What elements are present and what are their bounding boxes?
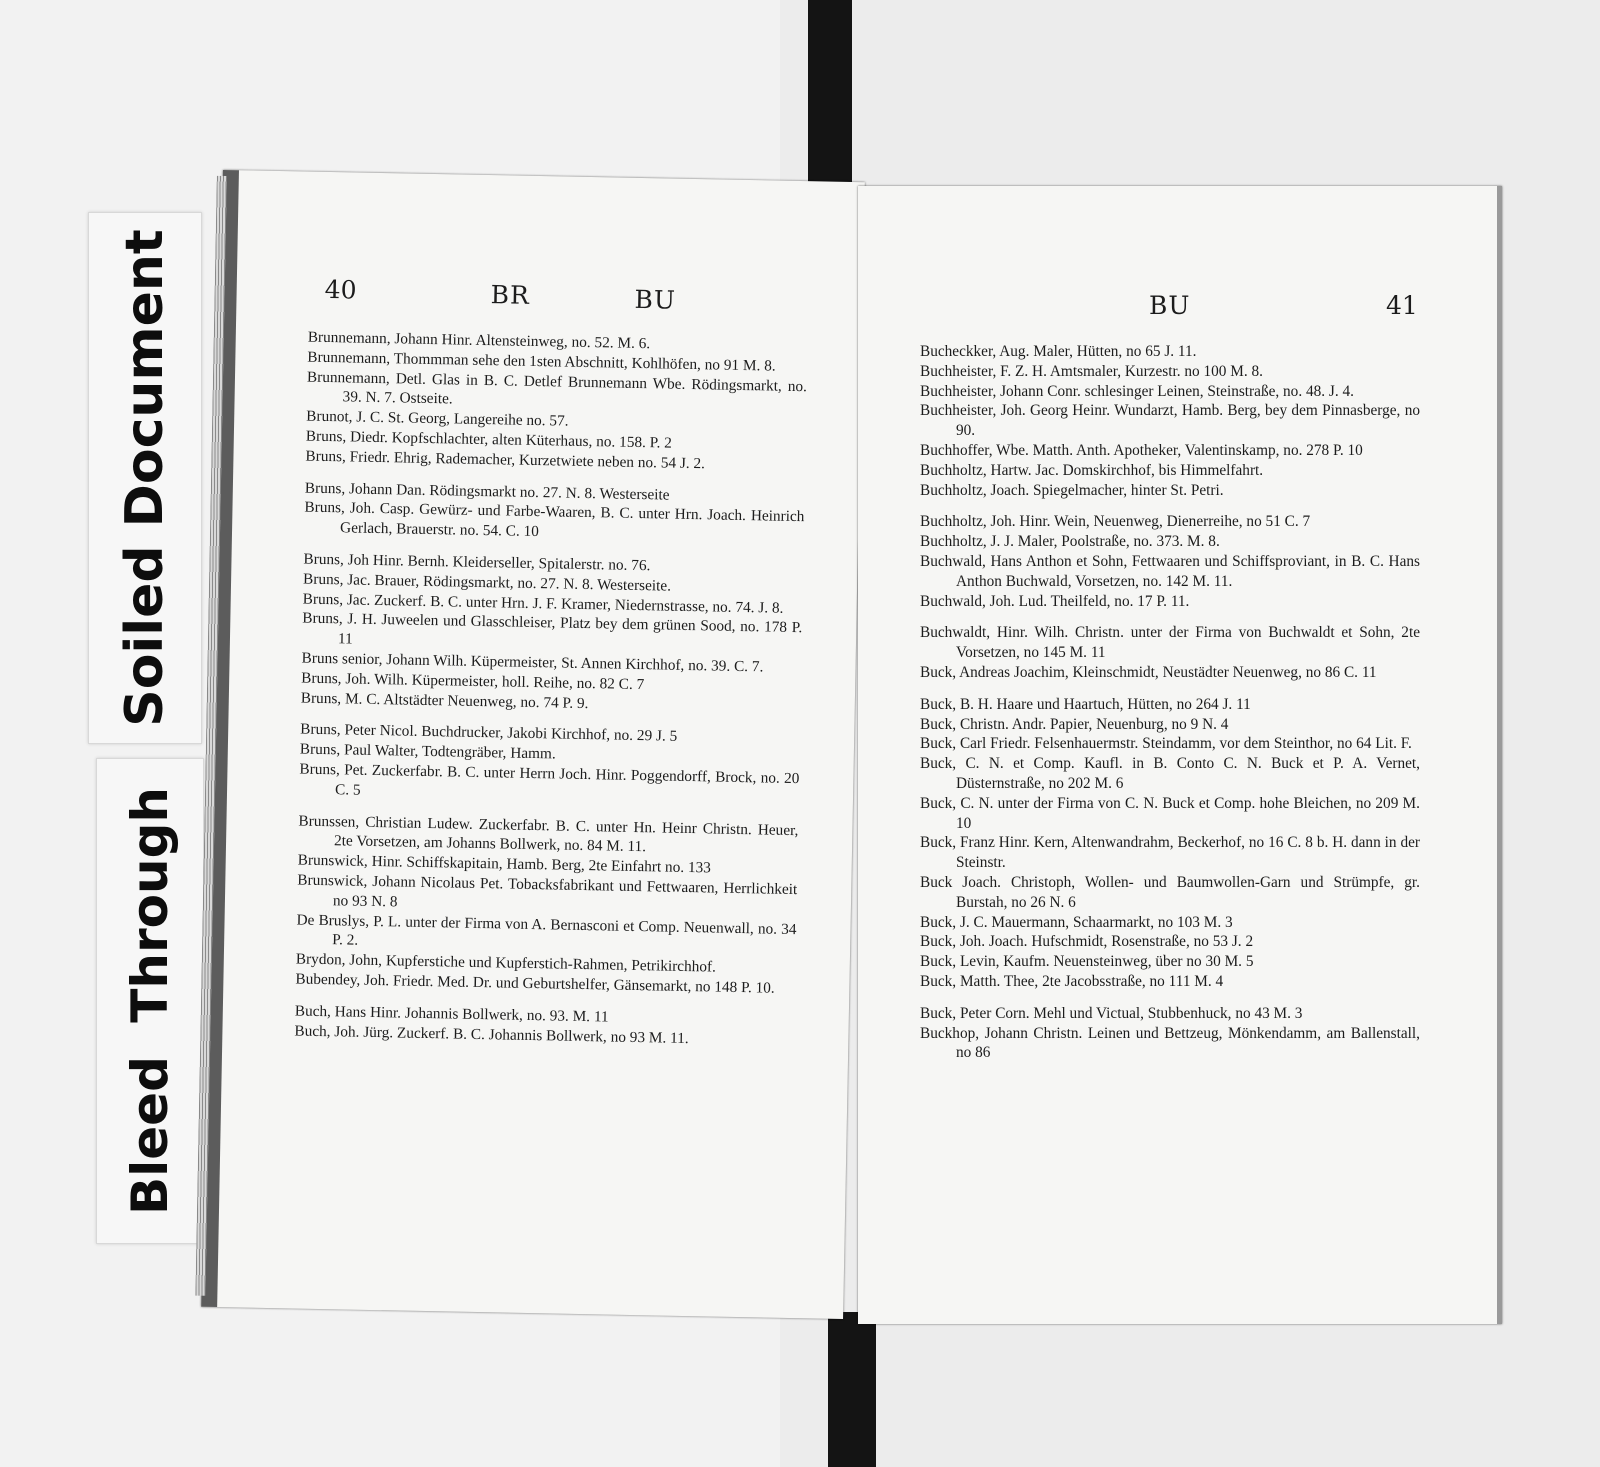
directory-entry: Bruns, M. C. Altstädter Neuenweg, no. 74 P. 9. — [300, 689, 589, 712]
directory-entry: Buck, Peter Corn. Mehl und Victual, Stubbenhuck, no 43 M. 3 — [920, 1004, 1303, 1022]
page-number: 40 — [324, 274, 357, 305]
directory-entry: Buchwaldt, Hinr. Wilh. Christn. unter der Firma von Buchwaldt et Sohn, 2te Vorsetzen, no 145 M. 11 — [920, 624, 1420, 662]
right-page-header — [858, 289, 1497, 329]
directory-entry: Buck, J. C. Mauermann, Schaarmarkt, no 103 M. 3 — [920, 913, 1233, 931]
directory-entry: Buck, C. N. unter der Firma von C. N. Buck et Comp. hohe Bleichen, no 209 M. 10 — [920, 794, 1420, 832]
directory-entry: Bruns senior, Johann Wilh. Küpermeister, St. Annen Kirchhof, no. 39. C. 7. — [301, 649, 764, 676]
directory-entry: Brunssen, Christian Ludew. Zuckerfabr. B. C. unter Hn. Heinr Christn. Heuer, 2te Vorsetzen, am Johanns Bollwerk, no. 84 M. 11. — [298, 812, 799, 856]
running-head-start: BR — [490, 280, 531, 310]
directory-entry: Bruns, Joh. Wilh. Küpermeister, holl. Reihe, no. 82 C. 7 — [301, 669, 645, 693]
page-number: 41 — [1386, 291, 1418, 320]
left-entry-list — [294, 328, 808, 1051]
running-head-end: BU — [634, 284, 677, 315]
directory-entry: Buck, Andreas Joachim, Kleinschmidt, Neustädter Neuenweg, no 86 C. 11 — [920, 663, 1377, 681]
directory-entry: Buck, C. N. et Comp. Kaufl. in B. Conto C. N. Buck et P. A. Vernet, Düsternstraße, no 202 M. 6 — [920, 755, 1420, 792]
directory-entry: Bruns, J. H. Juweelen und Glasschleiser, Platz bey dem grünen Sood, no. 178 P. 11 — [302, 609, 803, 648]
left-page — [201, 170, 865, 1319]
right-page — [858, 186, 1502, 1324]
directory-entry: Brydon, John, Kupferstiche und Kupferstich-Rahmen, Petrikirchhof. — [295, 950, 717, 976]
directory-entry: Buck, B. H. Haare und Haartuch, Hütten, no 264 J. 11 — [920, 695, 1251, 713]
running-head: BU — [1149, 291, 1191, 320]
soiled-document-label — [88, 212, 202, 744]
right-entry-list — [920, 342, 1420, 1063]
directory-entry: Buck, Christn. Andr. Papier, Neuenburg, no 9 N. 4 — [920, 715, 1229, 733]
directory-entry: Buck, Carl Friedr. Felsenhauermstr. Steindamm, vor dem Steinthor, no 64 Lit. F. — [920, 735, 1412, 753]
bleed-through-text: Bleed Through — [121, 787, 179, 1215]
bleed-through-label — [96, 758, 204, 1244]
directory-entry: Buck Joach. Christoph, Wollen- und Baumwollen-Garn und Strümpfe, gr. Burstah, no 26 N. 6 — [920, 873, 1420, 911]
directory-entry: Buck, Levin, Kaufm. Neuensteinweg, über no 30 M. 5 — [920, 953, 1254, 971]
directory-entry: Bruns, Diedr. Kopfschlachter, alten Küterhaus, no. 158. P. 2 — [305, 427, 673, 452]
directory-entry: Bruns, Jac. Brauer, Rödingsmarkt, no. 27. N. 8. Westerseite. — [302, 570, 672, 595]
directory-entry: Brunswick, Hinr. Schiffskapitain, Hamb. Berg, 2te Einfahrt no. 133 — [297, 851, 712, 877]
binding-shadow-top — [808, 0, 852, 192]
directory-entry: Bucheckker, Aug. Maler, Hütten, no 65 J. 11. — [920, 343, 1197, 360]
directory-entry: Bruns, Jac. Zuckerf. B. C. unter Hrn. J. F. Kramer, Niedernstrasse, no. 74. J. 8. — [302, 590, 784, 617]
directory-entry: Bubendey, Joh. Friedr. Med. Dr. und Geburtshelfer, Gänsemarkt, no 148 P. 10. — [295, 970, 775, 997]
directory-entry: Brunnemann, Thommman sehe den 1sten Abschnitt, Kohlhöfen, no 91 M. 8. — [307, 348, 776, 375]
directory-entry: Buchhoffer, Wbe. Matth. Anth. Apotheker, Valentinskamp, no. 278 P. 10 — [920, 441, 1363, 459]
directory-entry: Buck, Franz Hinr. Kern, Altenwandrahm, Beckerhof, no 16 C. 8 b. H. dann in der Steinstr. — [920, 834, 1420, 872]
directory-entry: Buchholtz, Hartw. Jac. Domskirchhof, bis Himmelfahrt. — [920, 461, 1264, 479]
directory-entry: Buch, Hans Hinr. Johannis Bollwerk, no. 93. M. 11 — [294, 1002, 609, 1026]
directory-entry: Buckhop, Johann Christn. Leinen und Bettzeug, Mönkendamm, am Ballenstall, no 86 — [920, 1024, 1420, 1062]
directory-entry: Buchheister, F. Z. H. Amtsmaler, Kurzestr. no 100 M. 8. — [920, 362, 1263, 380]
left-page-header — [236, 273, 863, 325]
directory-entry: Buchwald, Hans Anthon et Sohn, Fettwaaren und Schiffsproviant, in B. C. Hans Anthon Buchwald, Vorsetzen, no. 142 M. 11. — [920, 552, 1420, 590]
directory-entry: Bruns, Paul Walter, Todtengräber, Hamm. — [299, 740, 556, 763]
directory-entry: Bruns, Friedr. Ehrig, Rademacher, Kurzetwiete neben no. 54 J. 2. — [305, 447, 706, 473]
directory-entry: Bruns, Peter Nicol. Buchdrucker, Jakobi Kirchhof, no. 29 J. 5 — [300, 720, 678, 746]
directory-entry: De Bruslys, P. L. unter der Firma von A. Bernasconi et Comp. Neuenwall, no. 34 P. 2. — [296, 911, 797, 949]
directory-entry: Bruns, Pet. Zuckerfabr. B. C. unter Herrn Joch. Hinr. Poggendorff, Brock, no. 20 C. 5 — [299, 760, 800, 799]
directory-entry: Brunot, J. C. St. Georg, Langereihe no. 57. — [306, 407, 569, 430]
directory-entry: Buchholtz, J. J. Maler, Poolstraße, no. 373. M. 8. — [920, 533, 1220, 551]
directory-entry: Brunswick, Johann Nicolaus Pet. Tobacksfabrikant und Fettwaaren, Herrlichkeit no 93 N. 8 — [297, 871, 798, 911]
directory-entry: Brunnemann, Detl. Glas in B. C. Detlef Brunnemann Wbe. Rödingsmarkt, no. 39. N. 7. Ostseite. — [306, 368, 808, 408]
soiled-document-text: Soiled Document — [115, 229, 175, 727]
directory-entry: Buck, Joh. Joach. Hufschmidt, Rosenstraße, no 53 J. 2 — [920, 933, 1254, 951]
directory-entry: Buchheister, Joh. Georg Heinr. Wundarzt, Hamb. Berg, bey dem Pinnasberge, no 90. — [920, 402, 1420, 440]
directory-entry: Buchheister, Johann Conr. schlesinger Leinen, Steinstraße, no. 48. J. 4. — [920, 382, 1354, 400]
directory-entry: Bruns, Joh Hinr. Bernh. Kleiderseller, Spitalerstr. no. 76. — [303, 550, 651, 575]
binding-shadow-bottom — [828, 1312, 876, 1467]
directory-entry: Brunnemann, Johann Hinr. Altensteinweg, no. 52. M. 6. — [307, 328, 651, 353]
directory-entry: Bruns, Joh. Casp. Gewürz- und Farbe-Waaren, B. C. unter Hrn. Joach. Heinrich Gerlach, Brauerstr. no. 54. C. 10 — [304, 498, 805, 541]
directory-entry: Buck, Matth. Thee, 2te Jacobsstraße, no 111 M. 4 — [920, 972, 1224, 990]
directory-entry: Bruns, Johann Dan. Rödingsmarkt no. 27. N. 8. Westerseite — [304, 479, 670, 504]
directory-entry: Buchwald, Joh. Lud. Theilfeld, no. 17 P. 11. — [920, 592, 1190, 610]
directory-entry: Buch, Joh. Jürg. Zuckerf. B. C. Johannis Bollwerk, no 93 M. 11. — [294, 1021, 689, 1047]
directory-entry: Buchholtz, Joach. Spiegelmacher, hinter St. Petri. — [920, 481, 1224, 499]
directory-entry: Buchholtz, Joh. Hinr. Wein, Neuenweg, Dienerreihe, no 51 C. 7 — [920, 513, 1311, 531]
